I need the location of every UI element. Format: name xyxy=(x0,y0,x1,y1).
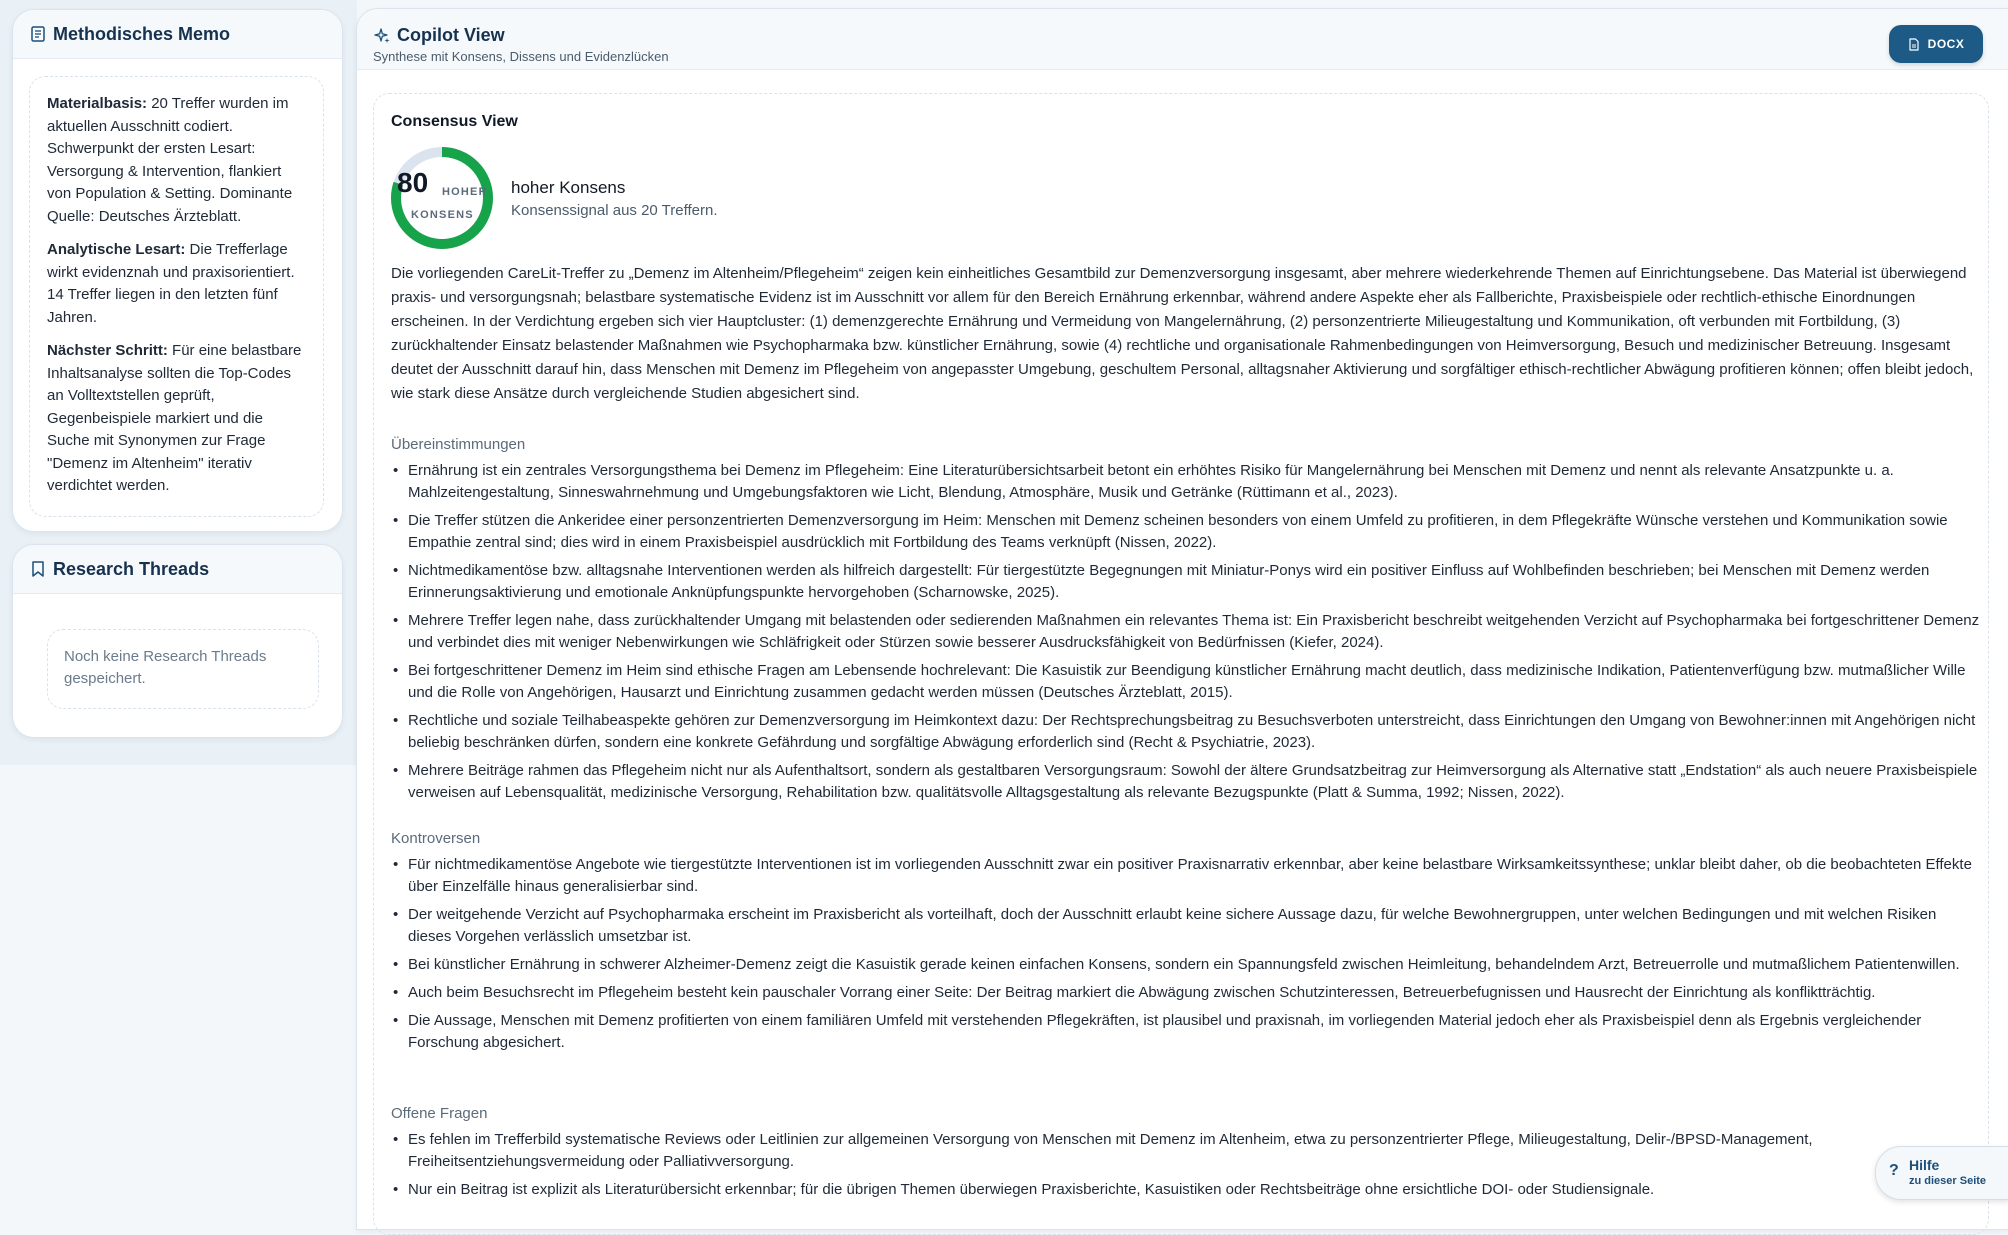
document-icon xyxy=(29,25,47,43)
memo-card xyxy=(12,9,343,532)
docx-export-button[interactable] xyxy=(1889,25,1983,63)
consensus-signal: Konsenssignal aus 20 Treffern. xyxy=(511,202,718,219)
agreement-item: • Ernährung ist ein zentrales Versorgungsthema bei Demenz im Pflegeheim: Eine Literaturübersichtsarbeit betont ein erhöhtes Risiko für Mangelernährung bei Menschen mit Demenz und nennt als relevante Ansatzpunkte u. a. Mahlzeitengestaltung, Sinneswahrnehmung und Umgebungsfaktoren wie Licht, Blendung, Atmosphäre, Musik und Getränke (Rüttimann et al., 2023). xyxy=(391,460,1981,504)
threads-empty-text: Noch keine Research Threads gespeichert. xyxy=(64,648,267,687)
agreement-item: • Nichtmedikamentöse bzw. alltagsnahe Interventionen werden als hilfreich dargestellt: Für tiergestützte Begegnungen mit Miniatur-Ponys wird ein positiver Einfluss auf Wohlbefinden beschrieben; bei Menschen mit Demenz werden Erinnerungsaktivierung und emotionale Anknüpfungspunkte hervorgehoben (Scharnowske, 2025). xyxy=(391,560,1981,604)
docx-export-label: DOCX xyxy=(1927,37,1965,51)
help-icon: ? xyxy=(1889,1162,1899,1179)
memo-title: Methodisches Memo xyxy=(53,23,231,44)
sparkle-icon xyxy=(373,27,391,45)
threads-header xyxy=(13,545,342,594)
agreement-item: • Bei fortgeschrittener Demenz im Heim sind ethische Fragen am Lebensende hochrelevant: Die Kasuistik zur Beendigung künstlicher Ernährung macht deutlich, dass medizinische Indikation, Patientenverfügung bzw. mutmaßlicher Wille und die Rolle von Angehörigen, Hausarzt und Einrichtung zusammen gedacht werden müssen (Deutsches Ärzteblatt, 2015). xyxy=(391,660,1981,704)
agreements-title: Übereinstimmungen xyxy=(391,436,526,453)
agreement-item: • Die Treffer stützen die Ankeridee einer personzentrierten Demenzversorgung im Heim: Menschen mit Demenz scheinen besonders von einem Umfeld zu profitieren, in dem Pflegekräfte Wünsche verstehen und Kommunikation sowie Empathie zentral sind; dies wird in einem Praxisbeispiel ausdrücklich mit Fortbildung des Teams verknüpft (Nissen, 2022). xyxy=(391,510,1981,554)
open-questions-title: Offene Fragen xyxy=(391,1105,488,1122)
controversy-item: • Der weitgehende Verzicht auf Psychopharmaka erscheint im Praxisbericht als vorteilhaft, doch der Ausschnitt erlaubt keine sichere Aussage dazu, für welche Bewohnergruppen, unter welchen Bedingungen und mit welchen Risiken dieses Vorgehen verlässlich umsetzbar ist. xyxy=(391,904,1981,948)
threads-title: Research Threads xyxy=(53,558,210,579)
gauge-label-konsens: KONSENS xyxy=(411,209,474,221)
bookmark-icon xyxy=(29,560,47,578)
memo-content-box xyxy=(29,76,324,517)
open-question-item: • Nur ein Beitrag ist explizit als Literaturübersicht erkennbar; für die übrigen Themen überwiegen Praxisberichte, Kasuistiken oder Rechtsbeiträge ohne ersichtliche DOI- oder Studiensignale. xyxy=(391,1179,1981,1201)
open-question-item: • Es fehlen im Trefferbild systematische Reviews oder Leitlinien zur allgemeinen Versorgung von Menschen mit Demenz im Altenheim, etwa zu personzentrierter Pflege, Milieugestaltung, Delir-/BPSD-Management, Freiheitsentziehungsvermeidung oder Palliativversorgung. xyxy=(391,1129,1981,1173)
memo-paragraph-next-step: Nächster Schritt: Für eine belastbare Inhaltsanalyse sollten die Top-Codes an Volltextstellen geprüft, Gegenbeispiele markiert und die Suche mit Synonymen zur Frage "Demenz im Altenheim" iterativ verdichtet werden. xyxy=(47,342,302,494)
help-subtitle: zu dieser Seite xyxy=(1909,1175,1987,1187)
copilot-subtitle: Synthese mit Konsens, Dissens und Evidenzlücken xyxy=(373,49,669,64)
controversy-item: • Die Aussage, Menschen mit Demenz profitierten von einem familiären Umfeld mit verstehenden Pflegekräften, ist plausibel und praxisnah, im vorliegenden Material jedoch eher als Praxisbeispiel denn als Ergebnis vergleichender Forschung abgesichert. xyxy=(391,1010,1981,1054)
agreement-item: • Mehrere Treffer legen nahe, dass zurückhaltender Umgang mit belastenden oder sedierenden Maßnahmen ein relevantes Thema ist: Ein Praxisbericht beschreibt weitgehenden Verzicht auf Psychopharmaka bei fortgeschrittener Demenz und verbindet dies mit weniger Nebenwirkungen wie Schläfrigkeit oder Stürzen sowie besserer Ausdrucksfähigkeit von Bedürfnissen (Kiefer, 2024). xyxy=(391,610,1981,654)
controversies-list xyxy=(391,854,1981,1060)
consensus-title: Consensus View xyxy=(391,113,518,130)
agreement-item: • Mehrere Beiträge rahmen das Pflegeheim nicht nur als Aufenthaltsort, sondern als gestaltbaren Versorgungsraum: Sowohl der ältere Grundsatzbeitrag zur Heimversorgung als Alternative statt „Endstation“ als auch neuere Praxisbeispiele verweisen auf Lebensqualität, medizinische Versorgung, Rehabilitation bzw. qualitätsvolle Alltagsgestaltung als relevante Bezugspunkte (Platt & Summa, 1992; Nissen, 2022). xyxy=(391,760,1981,804)
threads-empty-box xyxy=(47,629,319,709)
copilot-title: Copilot View xyxy=(397,25,505,45)
consensus-score: 80 xyxy=(397,167,429,198)
memo-paragraph-analytic: Analytische Lesart: Die Trefferlage wirkt evidenznah und praxisorientiert. 14 Treffer liegen in den letzten fünf Jahren. xyxy=(47,241,295,326)
copilot-header xyxy=(357,9,2008,70)
help-title: Hilfe xyxy=(1909,1157,1940,1173)
controversy-item: • Auch beim Besuchsrecht im Pflegeheim besteht kein pauschaler Vorrang einer Seite: Der Beitrag markiert die Abwägung zwischen Schutzinteressen, Betreuerbefugnissen und Hausrecht der Einrichtung als konfliktträchtig. xyxy=(391,982,1981,1004)
help-button[interactable] xyxy=(1875,1146,2008,1200)
controversy-item: • Für nichtmedikamentöse Angebote wie tiergestützte Interventionen ist im vorliegenden Ausschnitt zwar ein positiver Praxisnarrativ erkennbar, aber keine belastbare Wirksamkeitssynthese; unklar bleibt daher, ob die beobachteten Effekte über Einzelfälle hinaus generalisierbar sind. xyxy=(391,854,1981,898)
controversies-title: Kontroversen xyxy=(391,830,481,847)
memo-text xyxy=(47,93,309,509)
agreement-item: • Rechtliche und soziale Teilhabeaspekte gehören zur Demenzversorgung im Heimkontext dazu: Der Rechtsprechungsbeitrag zu Besuchsverboten unterstreicht, dass Einrichtungen den Umgang von Bewohner:innen mit Angehörigen nicht beliebig beschränken dürfen, sondern eine konkrete Gefährdung und sorgfältige Abwägung erforderlich sind (Recht & Psychiatrie, 2023). xyxy=(391,710,1981,754)
consensus-level: hoher Konsens xyxy=(511,178,626,197)
memo-header xyxy=(13,10,342,59)
copilot-panel xyxy=(356,8,2008,1230)
controversy-item: • Bei künstlicher Ernährung in schwerer Alzheimer-Demenz zeigt die Kasuistik gerade keinen einfachen Konsens, sondern ein Spannungsfeld zwischen Heimleitung, behandelndem Arzt, Betreuerrolle und mutmaßlichem Patientenwillen. xyxy=(391,954,1981,976)
gauge-label-level: HOHER xyxy=(442,186,488,198)
agreements-list xyxy=(391,460,1981,810)
memo-paragraph-material: Materialbasis: 20 Treffer wurden im aktuellen Ausschnitt codiert. Schwerpunkt der ersten Lesart: Versorgung & Intervention, flankiert von Population & Setting. Dominante Quelle: Deutsches Ärzteblatt. xyxy=(47,95,293,225)
threads-card xyxy=(12,544,343,738)
consensus-summary: Die vorliegenden CareLit-Treffer zu „Demenz im Altenheim/Pflegeheim“ zeigen kein einheitliches Gesamtbild zur Demenzversorgung insgesamt, aber mehrere wiederkehrende Themen auf Einrichtungsebene. Das Material ist überwiegend praxis- und versorgungsnah; belastbare systematische Evidenz ist im Ausschnitt vor allem für den Bereich Ernährung erkennbar, während andere Aspekte eher als Fallberichte, Praxisbeispiele oder rechtlich-ethische Einordnungen erscheinen. In der Verdichtung ergeben sich vier Hauptcluster: (1) demenzgerechte Ernährung und Vermeidung von Mangelernährung, (2) personzentrierte Milieugestaltung und Kommunikation, oft verbunden mit Fortbildung, (3) zurückhaltender Einsatz belastender Maßnahmen wie Psychopharmaka bzw. künstlicher Ernährung, sowie (4) rechtliche und organisationale Rahmenbedingungen von Heimversorgung, Besuch und medizinischer Betreuung. Insgesamt deutet der Ausschnitt darauf hin, dass Menschen mit Demenz im Pflegeheim von angepasster Umgebung, geschultem Personal, alltagsnaher Aktivierung und sorgfältiger ethisch-rechtlicher Abwägung profitieren können; offen bleibt jedoch, wie stark diese Ansätze durch vergleichende Studien abgesichert sind. xyxy=(391,265,1974,402)
file-icon xyxy=(1908,38,1920,51)
open-questions-list xyxy=(391,1129,1981,1207)
